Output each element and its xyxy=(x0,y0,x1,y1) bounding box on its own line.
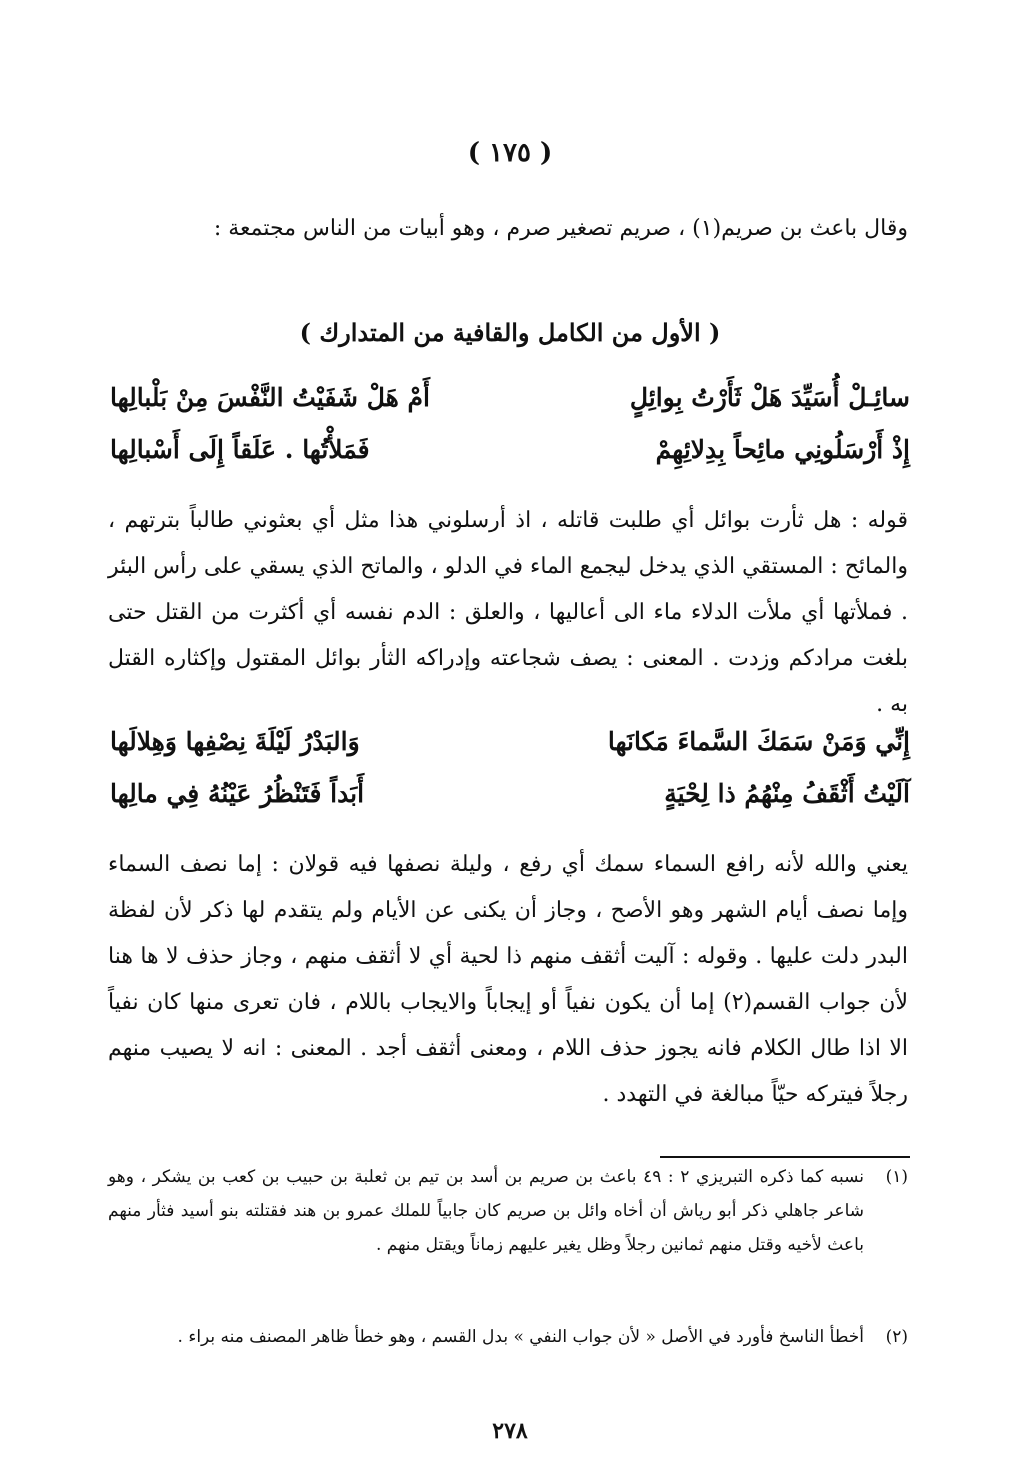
intro-paragraph: وقال باعث بن صريم(١) ، صريم تصغير صرم ، وهو أبيات من الناس مجتمعة : xyxy=(213,216,908,241)
verse2-line2-first-hemistich: آلَيْتُ أَثْقَفُ مِنْهُمُ ذا لِحْيَةٍ xyxy=(664,778,910,808)
verse1-line2-second-hemistich: فَمَلأْتُها . عَلَقاً إِلَى أَسْبالِها xyxy=(110,434,370,464)
footnote-2-text: أخطأ الناسخ فأورد في الأصل « لأن جواب النفي » بدل القسم ، وهو خطأ ظاهر المصنف منه براء . xyxy=(177,1327,864,1347)
footnote-1 xyxy=(108,1160,908,1262)
footnote-2-number: (٢) xyxy=(885,1327,908,1347)
footnote-2 xyxy=(108,1320,908,1354)
verse2-line1-first-hemistich: إِنِّي وَمَنْ سَمَكَ السَّماءَ مَكانَها xyxy=(607,726,910,756)
verse1-line2-first-hemistich: إِذْ أَرْسَلُونِي مائِحاً بِدِلائِهِمْ xyxy=(655,434,910,464)
verse1-line1-second-hemistich: أَمْ هَلْ شَفَيْتُ النَّفْسَ مِنْ بَلْبالِها xyxy=(110,382,430,412)
verse2-line1-second-hemistich: وَالبَدْرُ لَيْلَةَ نِصْفِها وَهِلالَها xyxy=(110,726,360,756)
page-folio-number: ٢٧٨ xyxy=(492,1418,528,1444)
footnote-divider xyxy=(660,1156,910,1158)
verse1-line2 xyxy=(110,424,910,474)
verse2-line1 xyxy=(110,716,910,766)
meter-title: ( الأول من الكامل والقافية من المتدارك ) xyxy=(299,318,721,347)
page-header-number: ( ١٧٥ ) xyxy=(467,138,553,168)
verse1-line1-first-hemistich: سائِـلْ أُسَيِّدَ هَلْ ثَأَرْتُ بِوائِلٍ xyxy=(629,382,910,412)
verse2-line2-second-hemistich: أَبَداً فَتَنْظُرُ عَيْنُهُ فِي مالِها xyxy=(110,778,365,808)
footnote-1-number: (١) xyxy=(885,1167,908,1187)
commentary-paragraph-2: يعني والله لأنه رافع السماء سمك أي رفع ، وليلة نصفها فيه قولان : إما نصف السماء وإما نصف أيام الشهر وهو الأصح ، وجاز أن يكنى عن الأيام ولم يتقدم لها ذكر لأن لفظة البدر دلت عليها . وقوله : آليت أثقف منهم ذا لحية أي لا أثقف منهم ، وجاز حذف لا ها هنا لأن جواب القسم(٢) إما أن يكون نفياً أو إيجاباً والايجاب باللام ، فان تعرى منها كان نفياً الا اذا طال الكلام فانه يجوز حذف اللام ، ومعنى أثقف أجد . المعنى : انه لا يصيب منهم رجلاً فيتركه حيّاً مبالغة في التهدد . xyxy=(108,852,908,1107)
commentary-paragraph-1: قوله : هل ثأرت بوائل أي طلبت قاتله ، اذ أرسلوني هذا مثل أي بعثوني طالباً بترتهم ، والمائح : المستقي الذي يدخل ليجمع الماء في الدلو ، والماتح الذي يسقي على رأس البئر . فملأتها أي ملأت الدلاء ماء الى أعاليها ، والعلق : الدم نفسه أي أكثرت من القتل حتى بلغت مرادكم وزدت . المعنى : يصف شجاعته وإدراكه الثأر بوائل المقتول وإكثاره القتل به . xyxy=(108,508,908,717)
verse1-line1 xyxy=(110,372,910,422)
footnote-1-text: نسبه كما ذكره التبريزي ٢ : ٤٩ باعث بن صريم بن أسد بن تيم بن ثعلبة بن حبيب بن كعب بن يشكر ، وهو شاعر جاهلي ذكر أبو رياش أن أخاه وائل بن صريم كان جابياً للملك عمرو بن هند فقتلته بنو أسيد فثأر منهم باعث لأخيه وقتل منهم ثمانين رجلاً وظل يغير عليهم زماناً ويقتل منهم . xyxy=(108,1167,864,1255)
verse2-line2 xyxy=(110,768,910,818)
